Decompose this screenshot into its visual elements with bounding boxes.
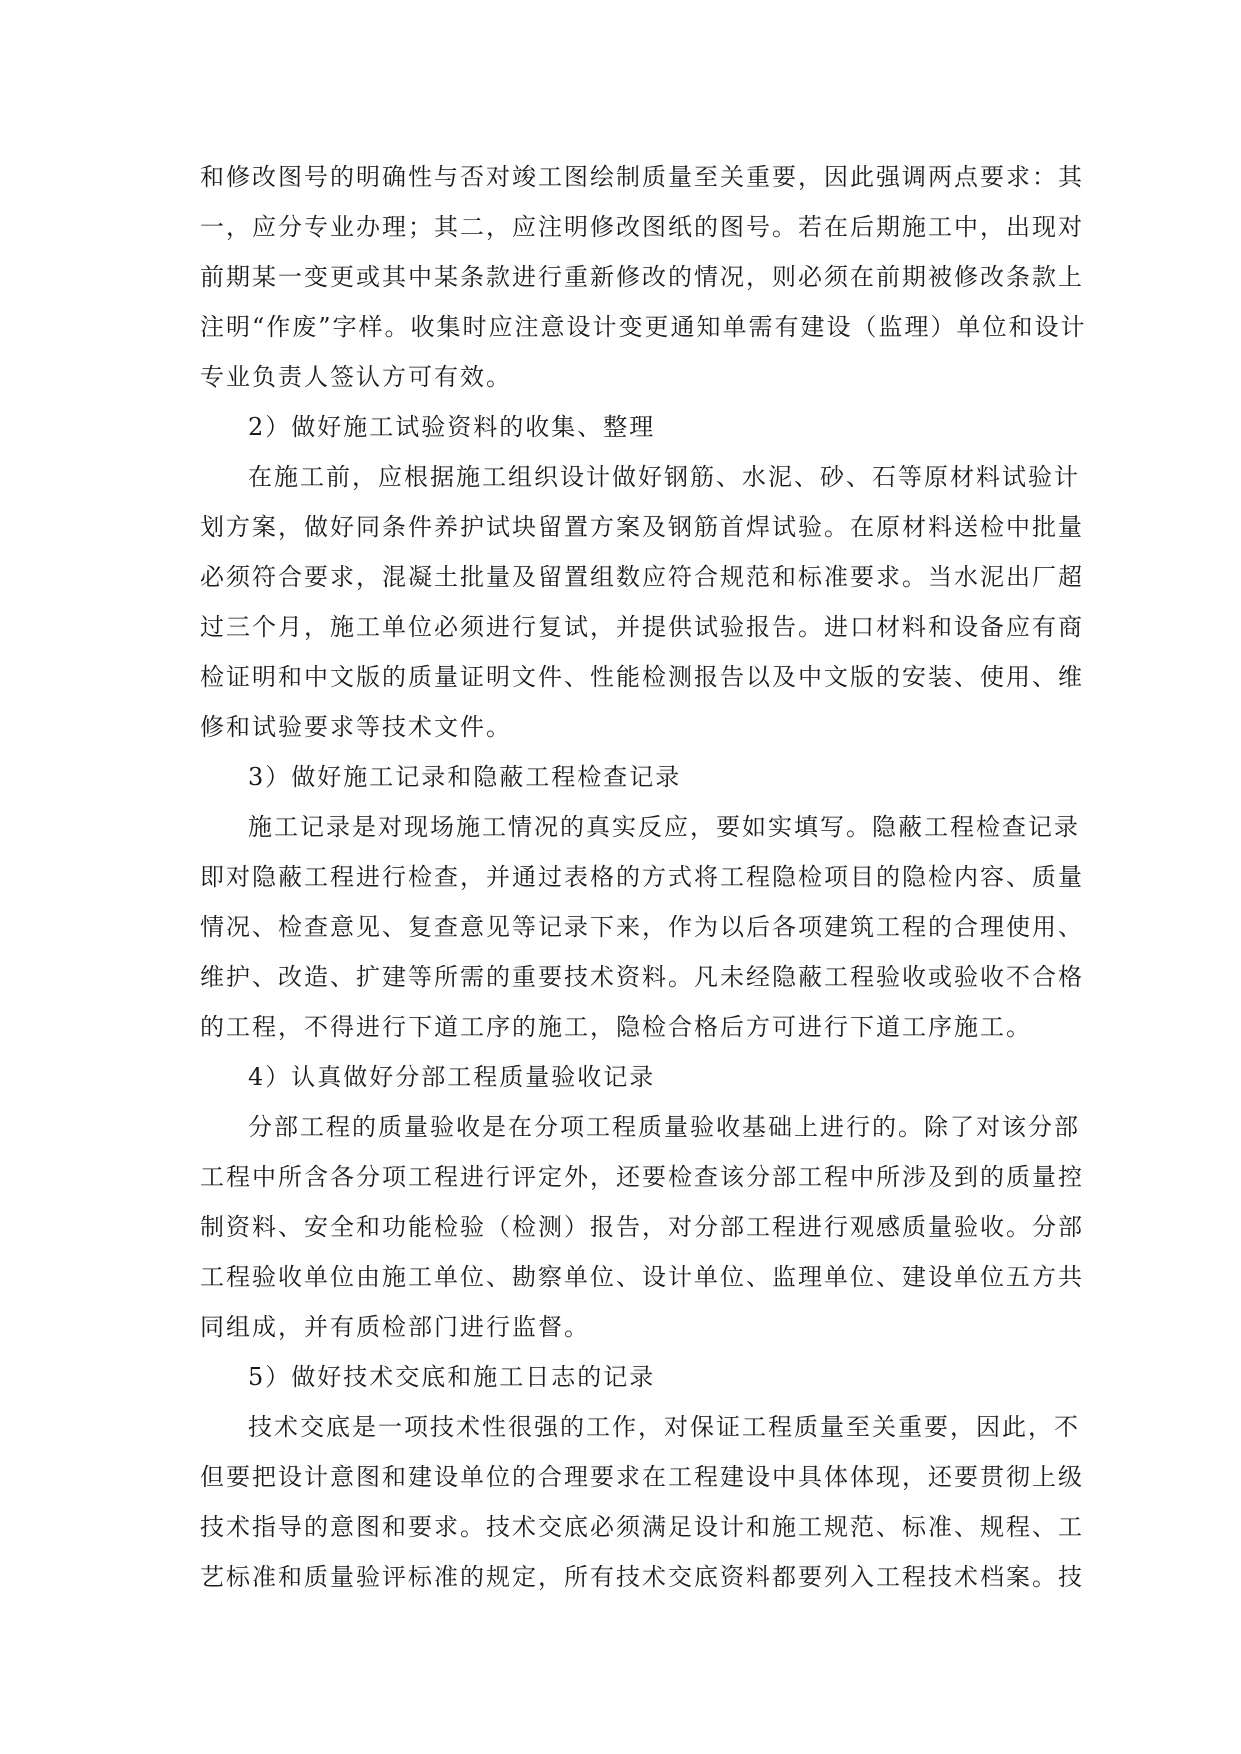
text-line: 和修改图号的明确性与否对竣工图绘制质量至关重要，因此强调两点要求：其 <box>200 163 1084 191</box>
paragraph-test-materials <box>200 452 1084 752</box>
text-line: 必须符合要求，混凝土批量及留置组数应符合规范和标准要求。当水泥出厂超 <box>200 563 1084 591</box>
text-line: 维护、改造、扩建等所需的重要技术资料。凡未经隐蔽工程验收或验收不合格 <box>200 963 1084 991</box>
document-body <box>200 152 1087 1602</box>
text-line: 前期某一变更或其中某条款进行重新修改的情况，则必须在前期被修改条款上 <box>200 263 1084 291</box>
text-line: 制资料、安全和功能检验（检测）报告，对分部工程进行观感质量验收。分部 <box>200 1213 1084 1241</box>
section-heading-5: 5）做好技术交底和施工日志的记录 <box>248 1363 656 1391</box>
text-line: 检证明和中文版的质量证明文件、性能检测报告以及中文版的安装、使用、维 <box>200 663 1084 691</box>
text-line: 专业负责人签认方可有效。 <box>200 363 512 391</box>
text-line: 即对隐蔽工程进行检查，并通过表格的方式将工程隐检项目的隐检内容、质量 <box>200 863 1084 891</box>
text-line: 同组成，并有质检部门进行监督。 <box>200 1313 590 1341</box>
text-line: 注明“作废”字样。收集时应注意设计变更通知单需有建设（监理）单位和设计 <box>200 313 1087 341</box>
paragraph-technical-briefing <box>200 1402 1084 1602</box>
text-line: 在施工前，应根据施工组织设计做好钢筋、水泥、砂、石等原材料试验计 <box>248 463 1080 491</box>
text-line: 技术交底是一项技术性很强的工作，对保证工程质量至关重要，因此，不 <box>248 1413 1080 1441</box>
section-heading-3: 3）做好施工记录和隐蔽工程检查记录 <box>248 763 682 791</box>
text-line: 分部工程的质量验收是在分项工程质量验收基础上进行的。除了对该分部 <box>248 1113 1080 1141</box>
text-line: 过三个月，施工单位必须进行复试，并提供试验报告。进口材料和设备应有商 <box>200 613 1084 641</box>
text-line: 修和试验要求等技术文件。 <box>200 713 512 741</box>
text-line: 划方案，做好同条件养护试块留置方案及钢筋首焊试验。在原材料送检中批量 <box>200 513 1084 541</box>
text-line: 工程验收单位由施工单位、勘察单位、设计单位、监理单位、建设单位五方共 <box>200 1263 1084 1291</box>
text-line: 情况、检查意见、复查意见等记录下来，作为以后各项建筑工程的合理使用、 <box>200 913 1084 941</box>
paragraph-construction-records <box>200 802 1084 1052</box>
paragraph-drawing-revision <box>200 152 1087 402</box>
text-line: 工程中所含各分项工程进行评定外，还要检查该分部工程中所涉及到的质量控 <box>200 1163 1084 1191</box>
text-line: 的工程，不得进行下道工序的施工，隐检合格后方可进行下道工序施工。 <box>200 1013 1032 1041</box>
text-line: 艺标准和质量验评标准的规定，所有技术交底资料都要列入工程技术档案。技 <box>200 1563 1084 1591</box>
section-heading-4: 4）认真做好分部工程质量验收记录 <box>248 1063 656 1091</box>
text-line: 技术指导的意图和要求。技术交底必须满足设计和施工规范、标准、规程、工 <box>200 1513 1084 1541</box>
text-line: 但要把设计意图和建设单位的合理要求在工程建设中具体体现，还要贯彻上级 <box>200 1463 1084 1491</box>
section-heading-2: 2）做好施工试验资料的收集、整理 <box>248 413 656 441</box>
paragraph-quality-acceptance <box>200 1102 1084 1352</box>
text-line: 一，应分专业办理；其二，应注明修改图纸的图号。若在后期施工中，出现对 <box>200 213 1084 241</box>
text-line: 施工记录是对现场施工情况的真实反应，要如实填写。隐蔽工程检查记录 <box>248 813 1080 841</box>
